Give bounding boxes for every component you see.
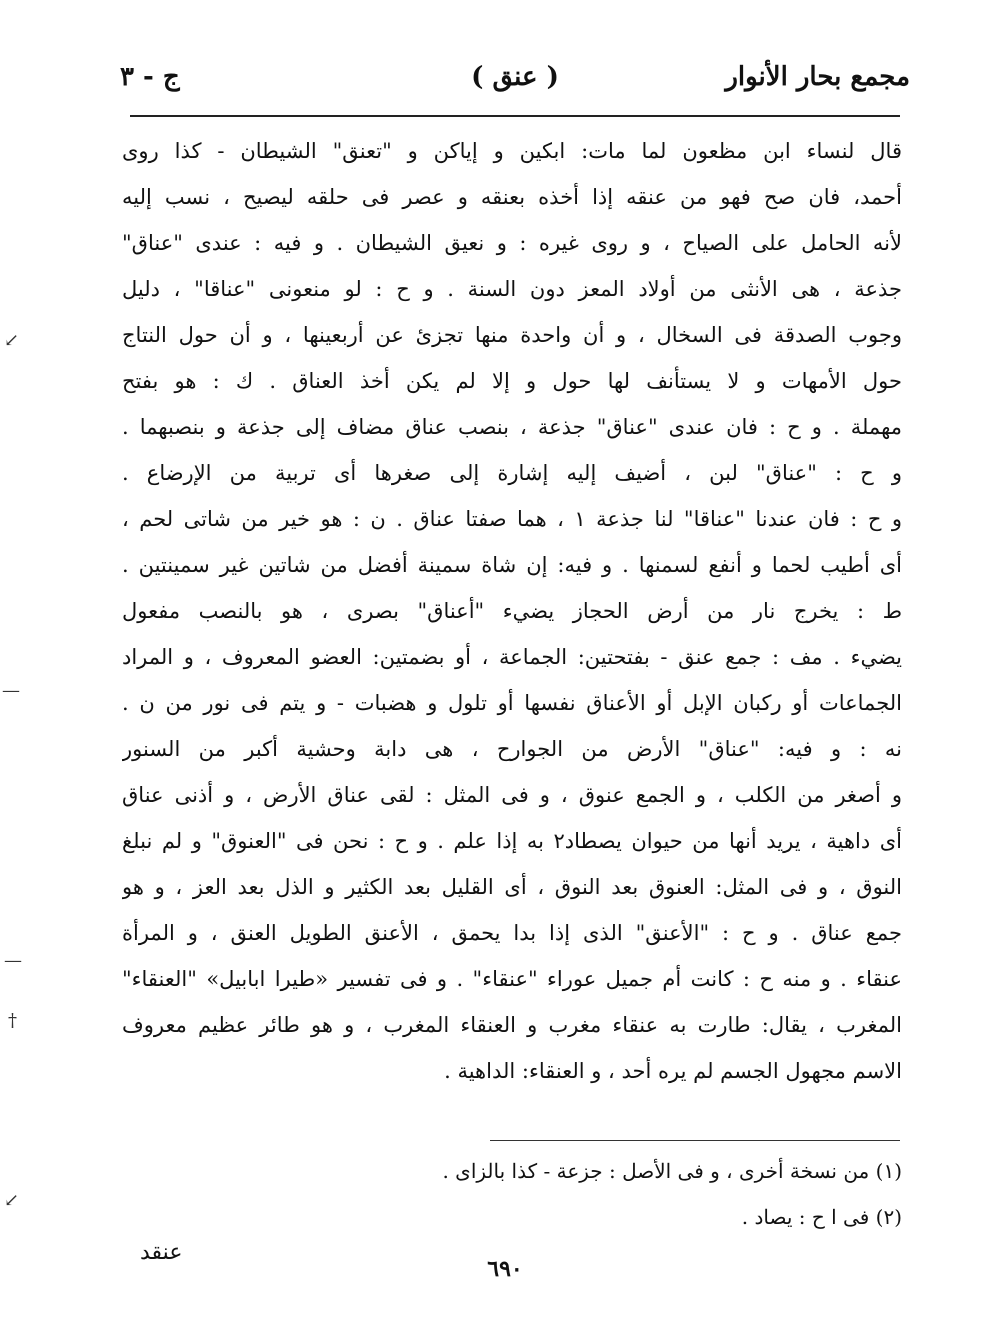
footnote-rule xyxy=(490,1140,900,1141)
text-line: المغرب ، يقال: طارت به عنقاء مغرب و العنقاء المغرب ، و هو طائر عظيم معروف xyxy=(122,1013,902,1037)
text-line: يضيء . مف : جمع عنق - بفتحتين: الجماعة ، أو بضمتين: العضو المعروف ، و المراد xyxy=(122,645,902,669)
page-header xyxy=(120,62,910,102)
text-line: لأنه الحامل على الصياح ، و روى غيره : و نعيق الشيطان . و فيه : عندى "عناق" xyxy=(122,231,902,255)
text-line: النوق ، و فى المثل: العنوق بعد النوق ، أى القليل بعد الكثير و الذل بعد العز ، و هو xyxy=(122,875,902,899)
page-number: ٦٩٠ xyxy=(487,1256,523,1282)
text-line: الاسم مجهول الجسم لم يره أحد ، و العنقاء: الداهية . xyxy=(444,1059,902,1083)
footnotes xyxy=(400,1148,902,1240)
text-line: حول الأمهات و لا يستأنف لها حول و إلا لم يكن أخذ العناق . ك : هو بفتح xyxy=(122,369,902,393)
margin-mark-icon: ↙ xyxy=(4,1190,20,1211)
margin-mark-icon: ↙ xyxy=(4,330,20,351)
margin-mark-icon: † xyxy=(8,1010,17,1031)
volume-number: ج - ٣ xyxy=(120,62,180,92)
entry-heading: ( عنق ) xyxy=(471,62,559,92)
text-line: جذعة ، هى الأنثى من أولاد المعز دون السنة . و ح : لو منعونى "عناقا" ، دليل xyxy=(122,277,902,301)
catchword: عنقد xyxy=(140,1240,183,1265)
text-line: مهملة . و ح : فان عندى "عناق" جذعة ، بنصب عناق مضاف إلى جذعة و بنصبهما . xyxy=(122,415,902,439)
text-line: ط : يخرج نار من أرض الحجاز يضيء "أعناق" بصرى ، هو بالنصب مفعول xyxy=(122,599,902,623)
text-line: و ح : فان عندنا "عناقا" لنا جذعة ١ ، هما صفتا عناق . ن : هو خير من شاتى لحم ، xyxy=(122,507,902,531)
text-line: أحمد، فان صح فهو من عنقه إذا أخذه بعنقه و عصر فى حلقه ليصيح ، نسب إليه xyxy=(122,185,902,209)
footnote: (١) من نسخة أخرى ، و فى الأصل : جزعة - كذا بالزاى . xyxy=(442,1159,902,1183)
margin-mark-icon: — xyxy=(2,680,20,701)
text-line: قال لنساء ابن مظعون لما مات: ابكين و إياكن و "تعنق" الشيطان - كذا روى xyxy=(122,139,902,163)
main-text xyxy=(122,128,902,1094)
header-rule xyxy=(130,115,900,117)
text-line: أى داهية ، يريد أنها من حيوان يصطاد٢ به إذا علم . و ح : نحن فى "العنوق" و لم نبلغ xyxy=(122,829,902,853)
book-title: مجمع بحار الأنوار xyxy=(725,62,910,92)
footnote: (٢) فى ا ح : يصاد . xyxy=(741,1205,902,1229)
text-line: نه : و فيه: "عناق" الأرض من الجوارح ، هى دابة وحشية أكبر من السنور xyxy=(122,737,902,761)
text-line: و ح : "عناق" لبن ، أضيف إليه إشارة إلى صغرها أى تربية من الإرضاع . xyxy=(122,461,902,485)
text-line: و أصغر من الكلب ، و الجمع عنوق ، و فى المثل : لقى عناق الأرض ، و أذنى عناق xyxy=(122,783,902,807)
text-line: وجوب الصدقة فى السخال ، و أن واحدة منها تجزئ عن أربعينها ، و أن حول النتاج xyxy=(122,323,902,347)
text-line: الجماعات أو ركبان الإبل أو الأعناق نفسها أو تلول و هضبات - و يتم فى نور من ن . xyxy=(122,691,902,715)
text-line: عنقاء . و منه ح : كانت أم جميل عوراء "عنقاء" . و فى تفسير «طيرا ابابيل» "العنقاء" xyxy=(122,967,902,991)
margin-mark-icon: — xyxy=(4,950,22,971)
text-line: أى أطيب لحما و أنفع لسمنها . و فيه: إن شاة سمينة أفضل من شاتين غير سمينتين . xyxy=(122,553,902,577)
text-line: جمع عناق . و ح : "الأعنق" الذى إذا بدا يحمق ، الأعنق الطويل العنق ، و المرأة xyxy=(122,921,902,945)
